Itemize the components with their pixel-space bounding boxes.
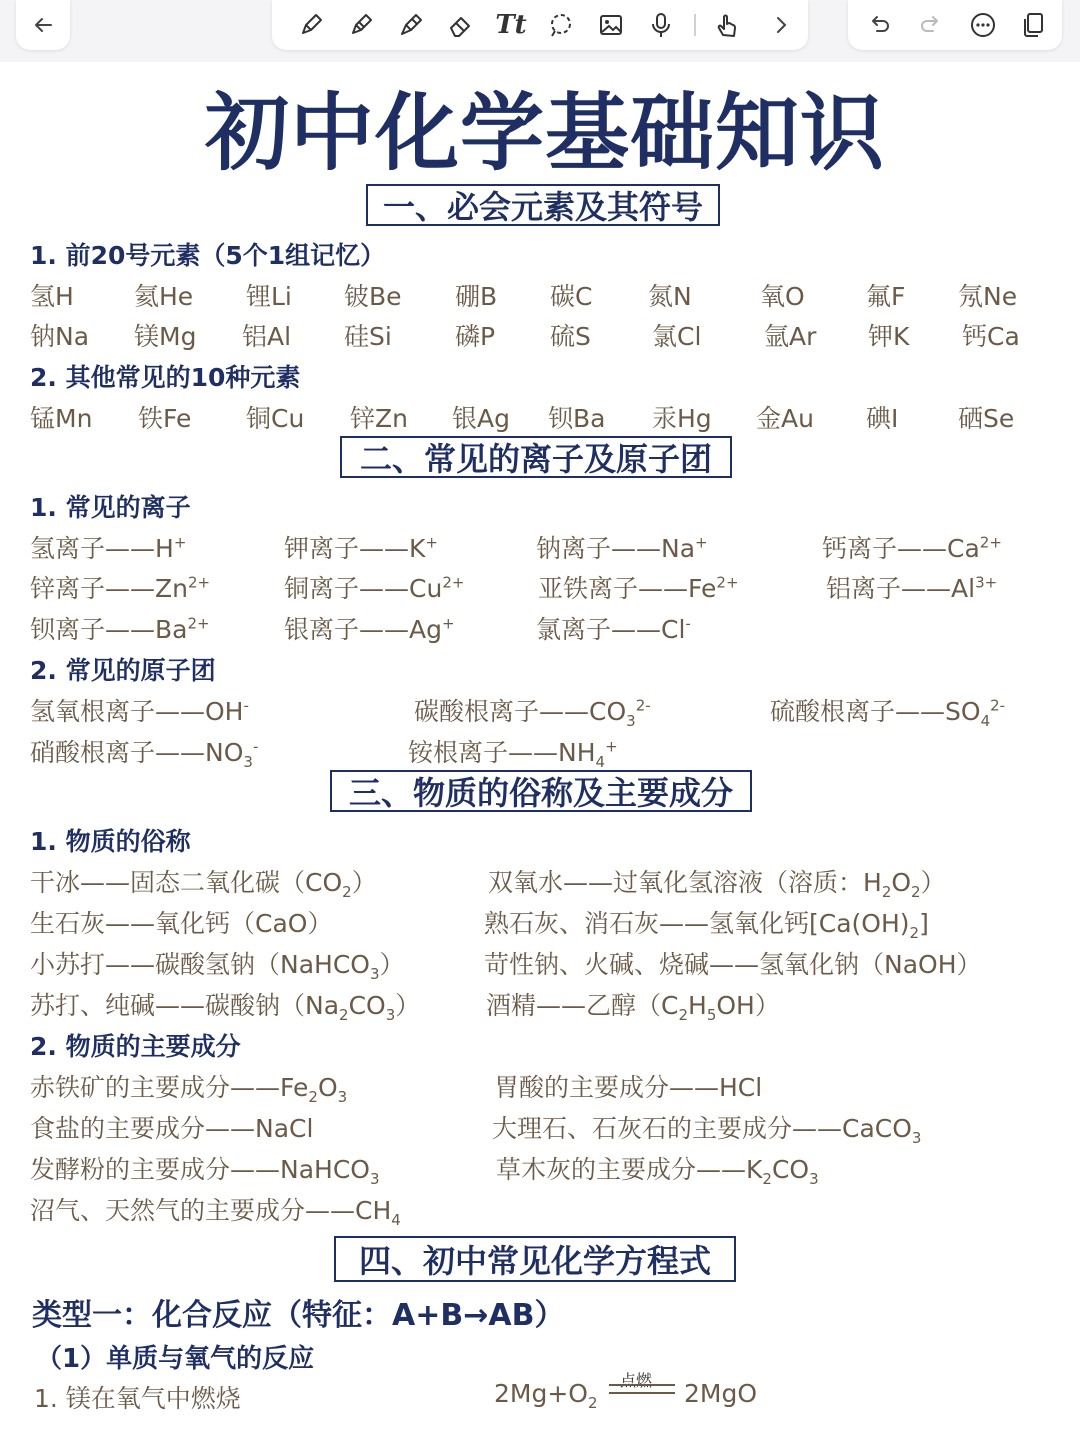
component-item: 胃酸的主要成分——HCl: [494, 1073, 763, 1102]
chevron-right-icon[interactable]: [764, 8, 798, 42]
common-name-item: 双氧水——过氧化氢溶液（溶质：$H_2O_2$）: [488, 868, 946, 901]
section-heading-common-names: 三、物质的俗称及主要成分: [330, 770, 752, 812]
element-item: 氩Ar: [764, 322, 817, 351]
toolbar-divider: [694, 14, 696, 36]
ion-item: 铝离子$——Al^{3+}$: [826, 573, 998, 603]
element-item: 锰Mn: [30, 404, 93, 433]
element-item: 氮N: [648, 282, 692, 311]
actions-pill: [848, 0, 1062, 50]
element-item: 钡Ba: [548, 404, 606, 433]
atomic-group-item: 硫酸根离子$——SO_4^{2-}$: [770, 696, 1006, 730]
element-item: 镁Mg: [134, 322, 197, 351]
eraser-icon[interactable]: [444, 8, 478, 42]
component-item: 食盐的主要成分——NaCl: [30, 1114, 314, 1143]
element-item: 钙Ca: [962, 322, 1020, 351]
back-pill: [16, 0, 70, 50]
ion-item: 氢离子——H+: [30, 533, 187, 563]
equation-left-side: $2Mg+O_2$: [494, 1379, 598, 1412]
section-heading-equations: 四、初中常见化学方程式: [334, 1236, 736, 1282]
back-arrow-icon[interactable]: [26, 8, 60, 42]
ion-item: 钙离子$——Ca^{2+}$: [822, 533, 1002, 563]
element-item: 锂Li: [246, 282, 292, 311]
hand-touch-icon[interactable]: [710, 8, 744, 42]
common-name-item: 酒精——乙醇$(C_2H_5OH)$: [486, 991, 780, 1024]
subheading-atomic-groups: 2. 常见的原子团: [30, 656, 216, 685]
element-item: 碘I: [866, 404, 899, 433]
subheading-main-components: 2. 物质的主要成分: [30, 1032, 241, 1061]
tools-pill: [272, 0, 808, 50]
common-name-item: 熟石灰、消石灰——氢氧化钙$[Ca(OH)_2]$: [484, 909, 929, 942]
element-item: 氟F: [866, 282, 906, 311]
component-item: 赤铁矿的主要成分$——Fe_2O_3$: [30, 1073, 348, 1106]
lasso-icon[interactable]: [544, 8, 578, 42]
element-item: 碳C: [550, 282, 593, 311]
element-item: 硫S: [550, 322, 591, 351]
common-name-item: 小苏打——碳酸氢钠（NaHCO$_3$）: [30, 950, 405, 983]
equation-right-side: 2MgO: [684, 1379, 758, 1408]
subheading-common-ions: 1. 常见的离子: [30, 493, 191, 522]
ion-item: 铜离子$——Cu^{2+}$: [284, 573, 465, 603]
highlighter-icon[interactable]: [394, 8, 428, 42]
ion-item: 钾离子——K+: [284, 533, 438, 563]
equation-arrow: [609, 1384, 675, 1394]
element-item: 金Au: [756, 404, 814, 433]
element-item: 铜Cu: [246, 404, 305, 433]
element-item: 铍Be: [344, 282, 402, 311]
common-name-item: 苏打、纯碱——碳酸钠$(Na_2CO_3)$: [30, 991, 421, 1024]
undo-icon[interactable]: [862, 8, 896, 42]
common-name-item: 生石灰——氧化钙（CaO）: [30, 909, 333, 938]
element-item: 钾K: [868, 322, 910, 351]
element-item: 钠Na: [30, 322, 90, 351]
atomic-group-item: 铵根离子$——NH_4^+$: [408, 737, 618, 771]
reaction-type-heading: 类型一：化合反应（特征：A+B→AB）: [32, 1298, 565, 1333]
ion-item: 锌离子$——Zn^{2+}$: [30, 573, 211, 603]
section-heading-ions: 二、常见的离子及原子团: [340, 436, 732, 478]
subheading-first-20: 1. 前20号元素（5个1组记忆）: [30, 241, 386, 270]
page-title: 初中化学基础知识: [204, 84, 885, 182]
element-item: 锌Zn: [350, 404, 408, 433]
toolbar: [0, 0, 1080, 62]
element-item: 汞Hg: [652, 404, 712, 433]
element-item: 氖Ne: [958, 282, 1018, 311]
element-item: 氢H: [30, 282, 74, 311]
image-icon[interactable]: [594, 8, 628, 42]
element-item: 磷P: [455, 322, 496, 351]
ion-item: 钡离子$——Ba^{2+}$: [30, 614, 210, 644]
common-name-item: 干冰——固态二氧化碳$(CO_2)$: [30, 868, 377, 901]
common-name-item: 苛性钠、火碱、烧碱——氢氧化钠（NaOH）: [484, 950, 982, 979]
reaction-condition: 点燃: [620, 1371, 653, 1390]
element-item: 铝Al: [242, 322, 292, 351]
fountain-pen-icon[interactable]: [344, 8, 378, 42]
atomic-group-item: 氢氧根离子——OH-: [30, 696, 249, 726]
ion-item: 氯离子——Cl-: [536, 614, 691, 644]
subheading-other-10: 2. 其他常见的10种元素: [30, 363, 301, 392]
subheading-common-names: 1. 物质的俗称: [30, 827, 191, 856]
atomic-group-item: 硝酸根离子$——NO_3^-$: [30, 737, 259, 771]
redo-icon[interactable]: [914, 8, 948, 42]
component-item: 大理石、石灰石的主要成分——CaCO$_3$: [492, 1114, 922, 1147]
component-item: 发酵粉的主要成分——NaHCO$_3$: [30, 1155, 380, 1188]
ion-item: 钠离子——Na+: [536, 533, 708, 563]
section-heading-elements: 一、必会元素及其符号: [366, 184, 720, 226]
element-item: 氦He: [134, 282, 194, 311]
pen-tool-icon[interactable]: [294, 8, 328, 42]
element-item: 铁Fe: [138, 404, 192, 433]
element-item: 氧O: [760, 282, 805, 311]
component-item: 草木灰的主要成分$——K_2CO_3$: [496, 1155, 819, 1188]
component-item: 沼气、天然气的主要成分$——CH_4$: [30, 1196, 401, 1229]
more-options-icon[interactable]: [966, 8, 1000, 42]
element-item: 硒Se: [958, 404, 1015, 433]
microphone-icon[interactable]: [644, 8, 678, 42]
element-item: 氯Cl: [652, 322, 702, 351]
element-item: 硼B: [455, 282, 498, 311]
ion-item: 亚铁离子$——Fe^{2+}$: [538, 573, 739, 603]
ion-item: 银离子——Ag+: [284, 614, 455, 644]
element-item: 银Ag: [452, 404, 510, 433]
pages-icon[interactable]: [1016, 8, 1050, 42]
text-tool-icon[interactable]: Tt: [495, 10, 527, 40]
equation-item-label: 1. 镁在氧气中燃烧: [34, 1384, 241, 1413]
element-item: 硅Si: [344, 322, 392, 351]
reaction-subheading: （1）单质与氧气的反应: [36, 1344, 315, 1374]
atomic-group-item: 碳酸根离子$——CO_3^{2-}$: [414, 696, 651, 730]
